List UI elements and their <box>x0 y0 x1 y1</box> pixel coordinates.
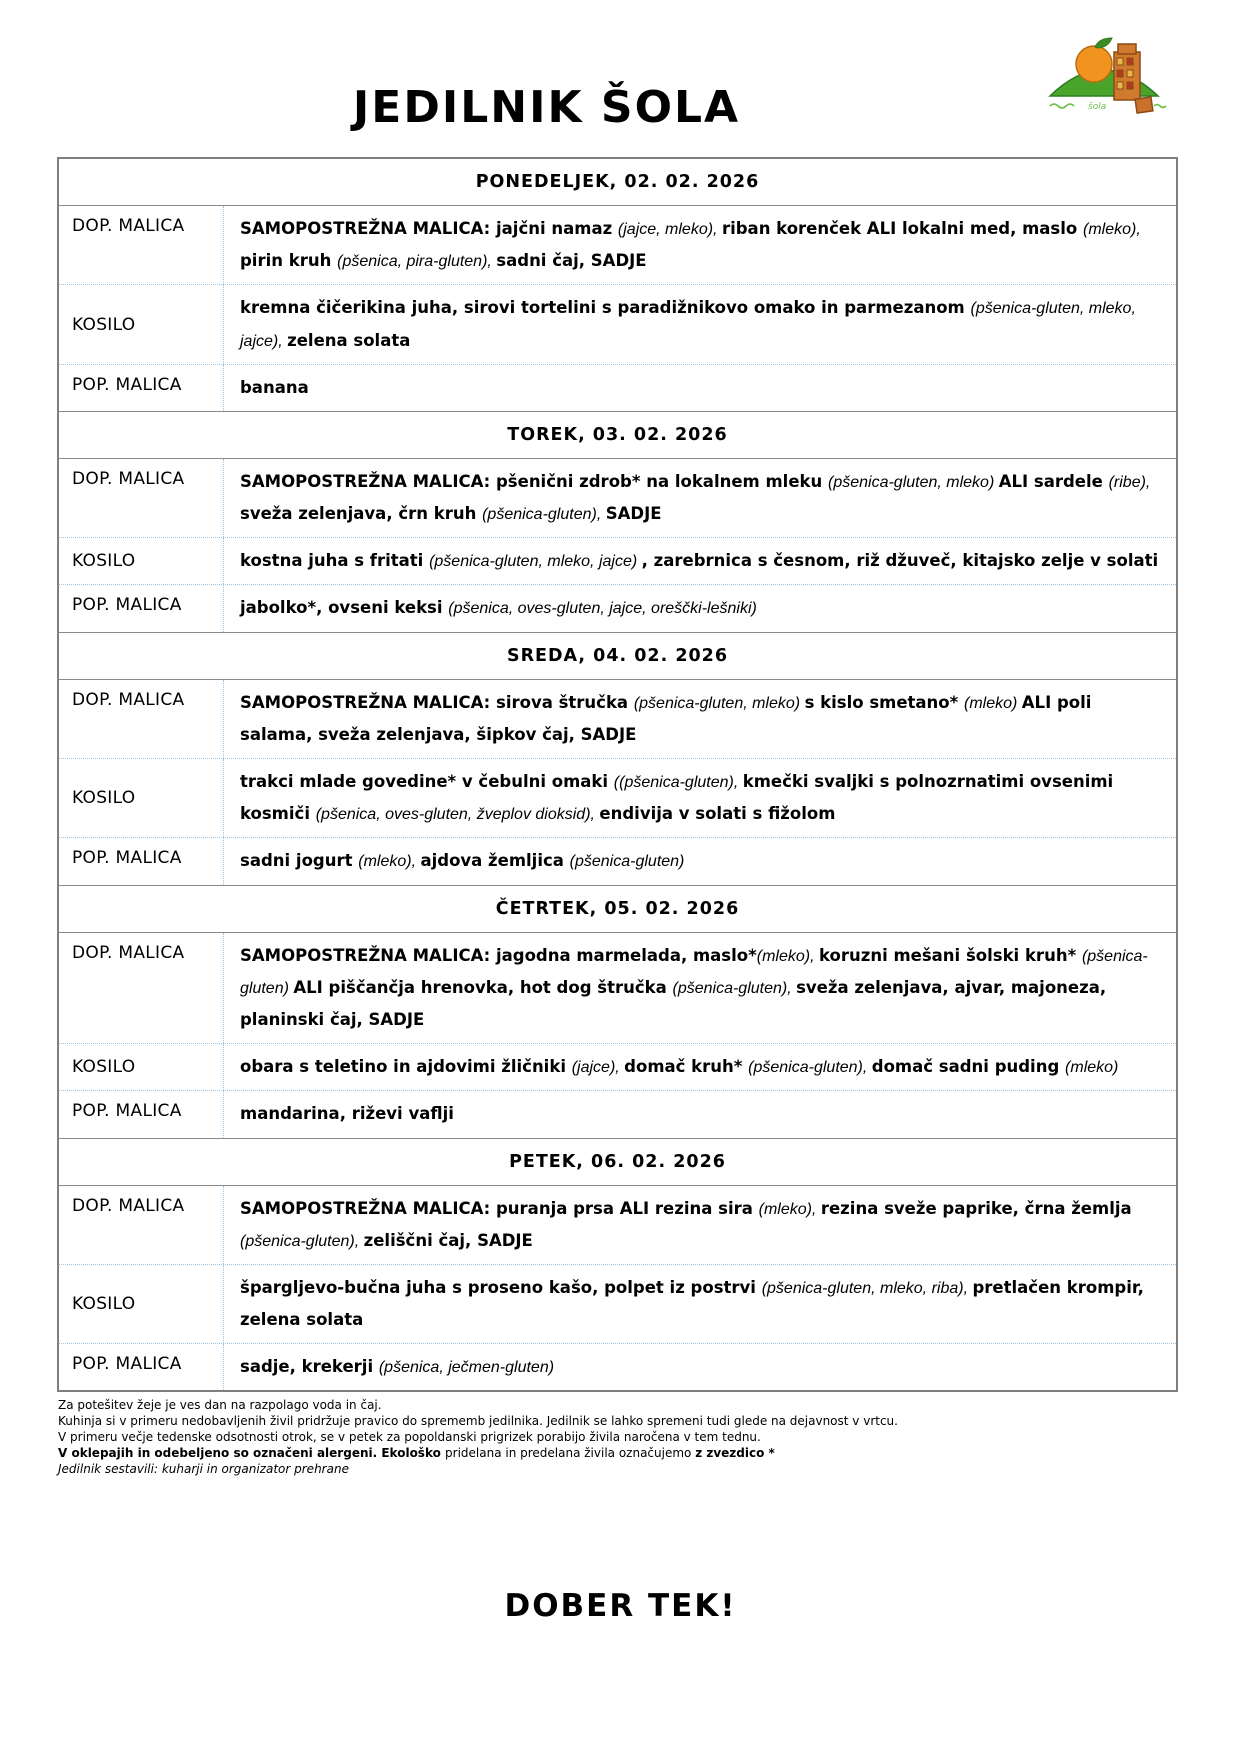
text-segment: ajdova žemljica <box>420 851 570 871</box>
meal-content <box>224 585 1176 631</box>
text-segment: sveža zelenjava, ajvar, majoneza, planinski čaj, SADJE <box>240 977 1107 1029</box>
text-segment: (pšenica-gluten) <box>569 853 685 871</box>
meal-content <box>224 759 1176 837</box>
day-header: ČETRTEK, 05. 02. 2026 <box>59 885 1176 933</box>
footer-notes <box>58 1398 1178 1477</box>
menu-row <box>59 933 1176 1044</box>
text-segment: pirin kruh <box>240 251 338 271</box>
menu-row <box>59 584 1176 631</box>
text-segment: koruzni mešani šolski kruh* <box>818 945 1082 965</box>
meal-content <box>224 933 1176 1044</box>
meal-label: DOP. MALICA <box>59 933 224 1044</box>
menu-row <box>59 284 1176 363</box>
menu-row <box>59 1343 1176 1390</box>
menu-row <box>59 680 1176 758</box>
text-segment: ALI poli salama, sveža zelenjava, šipkov čaj, SADJE <box>240 692 1092 744</box>
meal-label: KOSILO <box>59 1265 224 1343</box>
text-segment: pretlačen krompir, zelena solata <box>240 1277 1144 1330</box>
text-segment: banana <box>240 377 309 397</box>
text-segment: domač sadni puding <box>871 1057 1066 1077</box>
text-segment: kostna juha s fritati <box>240 551 430 571</box>
meal-content <box>224 365 1176 411</box>
text-segment: SAMOPOSTREŽNA MALICA: jajčni namaz <box>240 219 618 238</box>
menu-row <box>59 1090 1176 1137</box>
text-segment: V oklepajih in odebeljeno so označeni alergeni. Ekološko <box>58 1445 446 1460</box>
footer-line <box>58 1414 1178 1430</box>
text-segment: mandarina, riževi vaflji <box>240 1104 454 1124</box>
text-segment: (jajce), <box>571 1059 625 1077</box>
text-segment: (mleko), <box>358 853 421 871</box>
text-segment: riban korenček ALI lokalni med, maslo <box>721 219 1083 238</box>
menu-row <box>59 537 1176 584</box>
text-segment: (pšenica-gluten), <box>672 979 797 997</box>
footer-line <box>58 1462 1178 1478</box>
menu-row <box>59 1186 1176 1264</box>
text-segment: s kislo smetano* <box>804 692 964 712</box>
text-segment: jabolko*, ovseni keksi <box>240 598 449 618</box>
text-segment: trakci mlade govedine* v čebulni omaki <box>240 772 614 792</box>
text-segment: Jedilnik sestavili: kuharji in organizator prehrane <box>58 1461 349 1476</box>
text-segment: (pšenica, ječmen-gluten) <box>378 1359 555 1377</box>
text-segment: špargljevo-bučna juha s proseno kašo, polpet iz postrvi <box>240 1277 762 1297</box>
menu-row <box>59 837 1176 884</box>
text-segment: (pšenica, pira-gluten), <box>337 253 497 271</box>
meal-content <box>224 538 1176 584</box>
text-segment: (mleko) <box>964 694 1022 712</box>
school-logo-icon <box>1036 30 1171 126</box>
meal-content <box>224 1044 1176 1090</box>
text-segment: (pšenica-gluten, mleko) <box>827 473 999 491</box>
text-segment: (pšenica-gluten, mleko, riba), <box>761 1279 973 1297</box>
footer-line <box>58 1398 1178 1414</box>
meal-label: KOSILO <box>59 285 224 363</box>
text-segment: (pšenica-gluten) <box>240 947 1148 997</box>
menu-row <box>59 459 1176 537</box>
text-segment: (pšenica-gluten), <box>748 1059 872 1077</box>
text-segment: Kuhinja si v primeru nedobavljenih živil pridržuje pravico do sprememb jedilnika. Jedilnik se lahko spremeni tudi glede na dejavnost v vrtcu. <box>58 1414 898 1429</box>
text-segment: domač kruh* <box>624 1057 749 1077</box>
meal-label: POP. MALICA <box>59 1091 224 1137</box>
text-segment: ((pšenica-gluten), <box>613 774 743 792</box>
text-segment: SAMOPOSTREŽNA MALICA: jagodna marmelada, maslo* <box>240 945 757 965</box>
text-segment: zeliščni čaj, SADJE <box>363 1230 533 1250</box>
text-segment: (pšenica-gluten, mleko, jajce), <box>240 300 1136 350</box>
meal-content <box>224 680 1176 758</box>
day-header: SREDA, 04. 02. 2026 <box>59 632 1176 680</box>
text-segment: Za potešitev žeje je ves dan na razpolago voda in čaj. <box>58 1398 382 1413</box>
meal-label: DOP. MALICA <box>59 206 224 284</box>
menu-table <box>57 157 1178 1392</box>
text-segment: (mleko), <box>758 1200 821 1218</box>
text-segment: zelena solata <box>287 330 411 350</box>
day-header: TOREK, 03. 02. 2026 <box>59 411 1176 459</box>
meal-label: KOSILO <box>59 759 224 837</box>
text-segment: rezina sveže paprike, črna žemlja <box>820 1198 1132 1218</box>
text-segment: (mleko), <box>1082 221 1141 238</box>
menu-row <box>59 758 1176 837</box>
meal-label: DOP. MALICA <box>59 1186 224 1264</box>
meal-content <box>224 1091 1176 1137</box>
text-segment: sadni jogurt <box>240 851 359 871</box>
meal-label: KOSILO <box>59 538 224 584</box>
text-segment: obara s teletino in ajdovimi žličniki <box>240 1057 572 1077</box>
text-segment: sadje, krekerji <box>240 1357 379 1377</box>
text-segment: SAMOPOSTREŽNA MALICA: puranja prsa ALI rezina sira <box>240 1198 759 1218</box>
text-segment: kmečki svaljki s polnozrnatimi ovsenimi kosmiči <box>240 772 1114 824</box>
menu-row <box>59 1043 1176 1090</box>
text-segment: (ribe), <box>1108 473 1151 491</box>
meal-label: POP. MALICA <box>59 585 224 631</box>
text-segment: endivija v solati s fižolom <box>599 804 836 824</box>
text-segment: sadni čaj, SADJE <box>496 251 647 271</box>
bottom-message: DOBER TEK! <box>504 1588 737 1624</box>
meal-label: POP. MALICA <box>59 1344 224 1390</box>
meal-content <box>224 285 1176 363</box>
meal-content <box>224 1344 1176 1390</box>
text-segment: kremna čičerikina juha, sirovi tortelini s paradižnikovo omako in parmezanom <box>240 298 971 318</box>
text-segment: sveža zelenjava, črn kruh <box>240 504 483 524</box>
text-segment: (pšenica-gluten), <box>240 1232 364 1250</box>
text-segment: ALI sardele <box>998 471 1109 491</box>
meal-content <box>224 838 1176 884</box>
header <box>57 26 1171 133</box>
meal-label: DOP. MALICA <box>59 680 224 758</box>
day-header: PONEDELJEK, 02. 02. 2026 <box>59 159 1176 206</box>
menu-row <box>59 1264 1176 1343</box>
meal-content <box>224 206 1176 284</box>
text-segment: (pšenica, oves-gluten, žveplov dioksid), <box>315 806 600 824</box>
menu-row <box>59 206 1176 284</box>
meal-content <box>224 1186 1176 1264</box>
day-header: PETEK, 06. 02. 2026 <box>59 1138 1176 1186</box>
text-segment: SADJE <box>605 504 662 524</box>
text-segment: V primeru večje tedenske odsotnosti otrok, se v petek za popoldanski prigrizek porabijo živila naročena v tem tednu. <box>58 1430 761 1445</box>
text-segment: (pšenica-gluten, mleko) <box>633 694 805 712</box>
text-segment: , zarebrnica s česnom, riž džuveč, kitajsko zelje v solati <box>641 551 1159 571</box>
meal-label: POP. MALICA <box>59 838 224 884</box>
text-segment: SAMOPOSTREŽNA MALICA: sirova štručka <box>240 692 634 712</box>
text-segment: z zvezdico * <box>695 1445 775 1460</box>
meal-content <box>224 459 1176 537</box>
text-segment: (pšenica-gluten, mleko, jajce) <box>429 553 642 571</box>
text-segment: (jajce, mleko), <box>617 221 722 238</box>
meal-content <box>224 1265 1176 1343</box>
text-segment: SAMOPOSTREŽNA MALICA: pšenični zdrob* na lokalnem mleku <box>240 471 828 491</box>
footer-line <box>58 1430 1178 1446</box>
text-segment: pridelana in predelana živila označujemo <box>445 1445 696 1460</box>
text-segment: ALI piščančja hrenovka, hot dog štručka <box>293 977 673 997</box>
meal-label: POP. MALICA <box>59 365 224 411</box>
meal-label: KOSILO <box>59 1044 224 1090</box>
text-segment: (pšenica, oves-gluten, jajce, oreščki-lešniki) <box>448 600 757 618</box>
meal-label: DOP. MALICA <box>59 459 224 537</box>
page-title: JEDILNIK ŠOLA <box>352 82 741 133</box>
menu-row <box>59 364 1176 411</box>
text-segment: (pšenica-gluten), <box>482 506 606 524</box>
logo-caption: šola <box>1088 102 1107 112</box>
text-segment: (mleko) <box>1065 1059 1119 1077</box>
text-segment: (mleko), <box>756 947 819 965</box>
footer-line <box>58 1446 1178 1462</box>
